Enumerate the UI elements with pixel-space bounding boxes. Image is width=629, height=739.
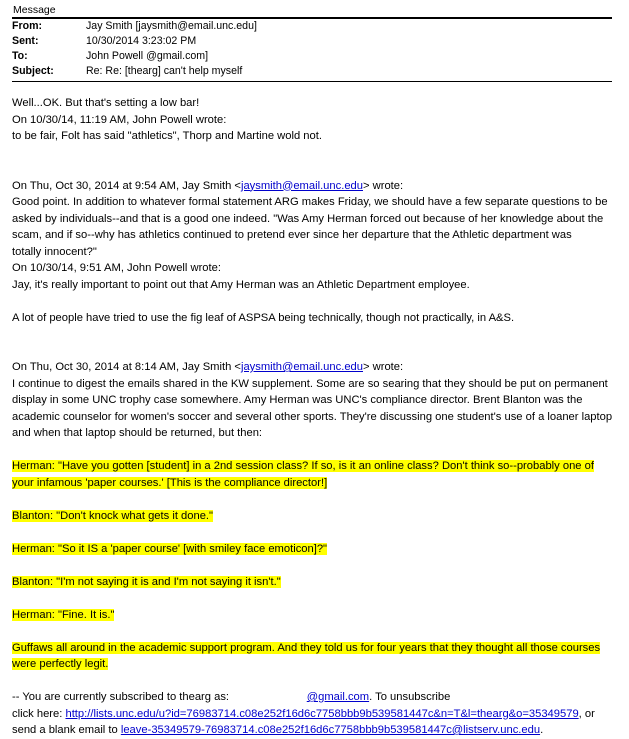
quote-line: A lot of people have tried to use the fig leaf of ASPSA being technically, though not practically, in A&S. <box>12 311 515 324</box>
header-top-rule <box>12 17 612 19</box>
footer-subscription-line: -- You are currently subscribed to thearg as: @gmail.com. To unsubscribe <box>12 691 451 703</box>
sent-value: 10/30/2014 3:23:02 PM <box>86 35 197 47</box>
subject-label: Subject: <box>12 65 54 77</box>
reply-line: Well...OK. But that's setting a low bar! <box>12 97 200 109</box>
reply-line: to be fair, Folt has said "athletics", Thorp and Martine wold not. <box>12 130 322 142</box>
highlighted-line: Herman: "So it IS a 'paper course' [with smiley face emoticon]?" <box>12 542 328 555</box>
quote-line: Jay, it's really important to point out that Amy Herman was an Athletic Department employee. <box>12 278 470 291</box>
email-link[interactable]: jaysmith@email.unc.edu <box>240 361 363 373</box>
highlighted-line: Herman: "Have you gotten [student] in a 2nd session class? If so, is it an online class? Don't think so--probably one of <box>12 460 594 472</box>
quote-line: and when that laptop should be returned, but then: <box>12 427 263 439</box>
quote-line: scam, and if so--why has athletics continued to pretend ever since her departure that the Athletic department was <box>12 229 572 241</box>
to-value: John Powell @gmail.com] <box>86 50 209 62</box>
quote-attribution: On Thu, Oct 30, 2014 at 9:54 AM, Jay Smith <jaysmith@email.unc.edu> wrote: <box>12 179 404 192</box>
unsubscribe-link[interactable]: http://lists.unc.edu/u?id=76983714.c08e252f16d6c7758bbb9b539581447c&n=T&l=thearg&o=35349579 <box>65 707 579 720</box>
window-title: Message <box>13 4 56 16</box>
sent-label: Sent: <box>12 35 39 47</box>
highlighted-line: Guffaws all around in the academic support program. And they told us for four years that they thought all those courses <box>12 641 601 654</box>
email-link[interactable]: jaysmith@email.unc.edu <box>240 179 363 192</box>
quote-line: I continue to digest the emails shared in the KW supplement. Some are so searing that they should be put on permanent <box>12 377 608 390</box>
footer-leave-line: send a blank email to leave-35349579-76983714.c08e252f16d6c7758bbb9b539581447c@listserv.unc.edu. <box>12 724 544 736</box>
from-label: From: <box>12 20 43 32</box>
highlighted-line: Herman: "Fine. It is." <box>12 608 115 621</box>
leave-email-link[interactable]: leave-35349579-76983714.c08e252f16d6c7758bbb9b539581447c@listserv.unc.edu <box>120 724 541 736</box>
quote-line: On 10/30/14, 9:51 AM, John Powell wrote: <box>12 262 221 274</box>
quote-line: asked by individuals--and that is a good one indeed. "Was Amy Herman forced out because of her knowledge about the <box>12 212 604 225</box>
highlighted-line: Blanton: "Don't knock what gets it done." <box>12 509 214 522</box>
message-body <box>12 95 612 739</box>
quote-line: display in some UNC trophy case somewhere. Amy Herman was UNC's compliance director. Brent Blanton was the <box>12 394 583 406</box>
quote-attribution: On Thu, Oct 30, 2014 at 8:14 AM, Jay Smith <jaysmith@email.unc.edu> wrote: <box>12 361 404 373</box>
highlighted-line: were perfectly legit. <box>12 658 109 670</box>
highlighted-line: Blanton: "I'm not saying it is and I'm not saying it isn't." <box>12 575 281 588</box>
to-label: To: <box>12 50 28 62</box>
quote-line: totally innocent?" <box>12 245 97 258</box>
header-bottom-rule <box>12 81 612 82</box>
subscriber-email-link[interactable]: @gmail.com <box>306 691 370 703</box>
footer-unsubscribe-line: click here: http://lists.unc.edu/u?id=76983714.c08e252f16d6c7758bbb9b539581447c&n=T&l=thearg&o=35349579, or <box>12 707 595 720</box>
quote-line: Good point. In addition to whatever formal statement ARG makes Friday, we should have a few separate questions to be <box>12 196 608 208</box>
reply-line: On 10/30/14, 11:19 AM, John Powell wrote: <box>12 113 227 126</box>
subject-value: Re: Re: [thearg] can't help myself <box>86 65 243 77</box>
from-value: Jay Smith [jaysmith@email.unc.edu] <box>86 20 257 32</box>
quote-line: academic counselor for women's soccer and several other sports. They're discussing one student's use of a loaner laptop <box>12 410 613 423</box>
highlighted-line: your infamous 'paper courses.' [This is the compliance director!] <box>12 476 328 489</box>
